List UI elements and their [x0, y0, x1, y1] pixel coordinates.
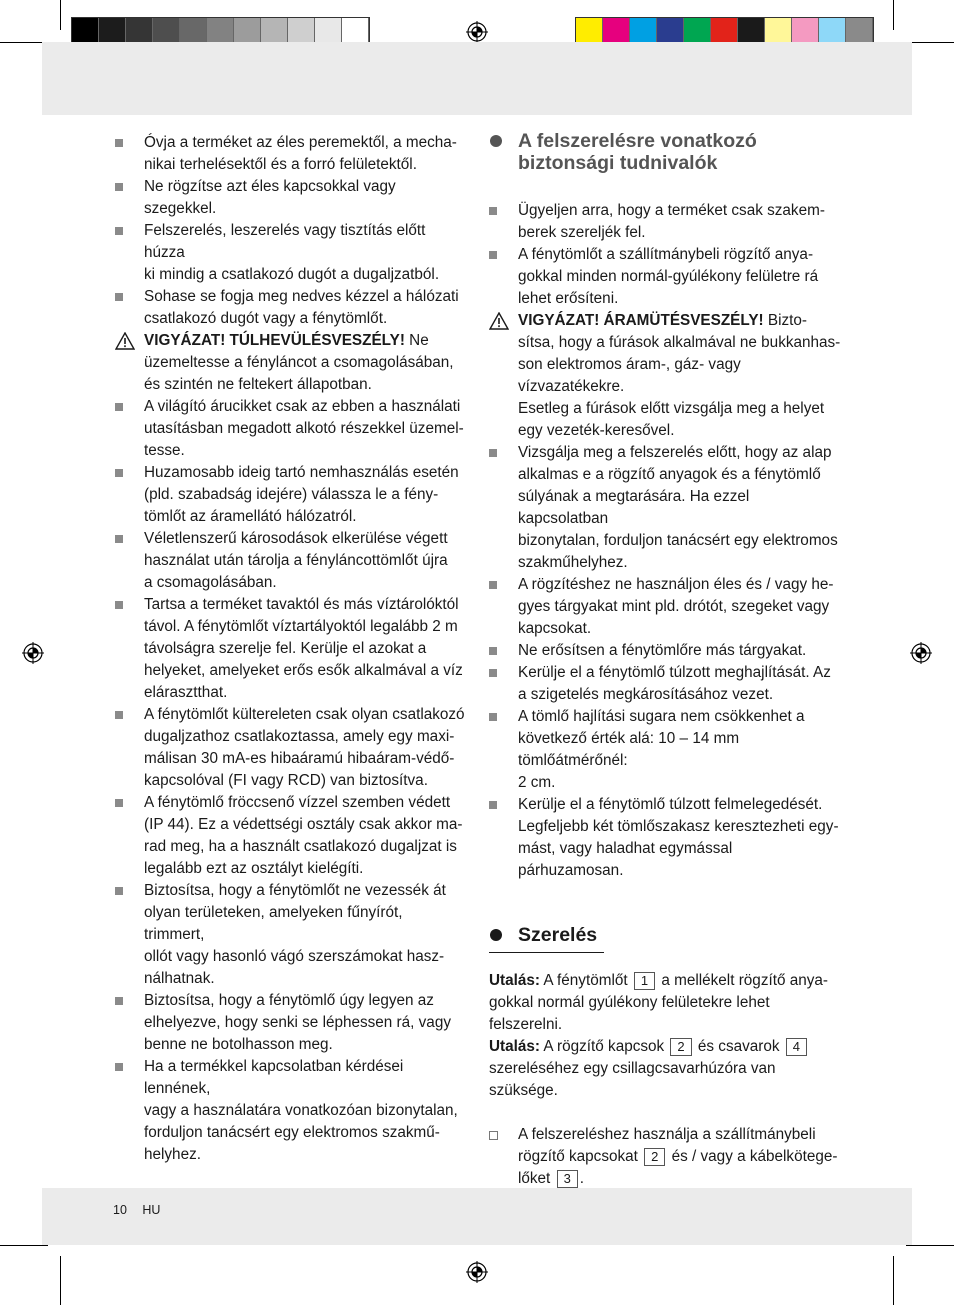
list-item	[115, 286, 467, 330]
list-item	[489, 442, 841, 574]
list-item-text: Vizsgálja meg a felszerelés előtt, hogy az alap alkalmas e a rögzítő anyagok és a fénytömlő súlyának a megtarására. Ha ezzel kapcsolatban bizonytalan, forduljon tanácsért egy elektromos szakműhelyhez.	[518, 444, 838, 571]
bullet-square-icon	[489, 449, 497, 457]
list-item-text: Óvja a terméket az éles peremektől, a mecha- nikai terhelésektől és a forró felületektől.	[144, 134, 457, 173]
list-item	[489, 640, 841, 662]
crop-mark	[60, 0, 61, 30]
crop-mark	[0, 42, 48, 43]
bullet-dot-icon	[490, 135, 502, 147]
part-ref: 4	[786, 1038, 807, 1056]
crop-mark	[906, 1245, 954, 1246]
list-item	[115, 132, 467, 176]
page-number: 10	[113, 1203, 127, 1217]
list-item	[115, 176, 467, 220]
list-item-text: A világító árucikket csak az ebben a használati utasításban megadott alkotó részekkel üzemel- tesse.	[144, 398, 464, 459]
list-item-text: Ne erősítsen a fénytömlőre más tárgyakat.	[518, 642, 807, 659]
warning-triangle-icon	[115, 332, 135, 350]
list-item-text: A tömlő hajlítási sugara nem csökkenhet a következő érték alá: 10 – 14 mm tömlőátmérőnél: 2 cm.	[518, 708, 805, 791]
list-item-text: Felszerelés, leszerelés vagy tisztítás előtt húzza ki mindig a csatlakozó dugót a dugaljzatból.	[144, 222, 440, 283]
bullet-square-icon	[115, 601, 123, 609]
list-item	[115, 220, 467, 286]
bullet-square-icon	[489, 581, 497, 589]
crop-mark	[906, 42, 954, 43]
list-item-text: Bizto- sítsa, hogy a fúrások alkalmával ne bukkanhas- son elektromos áram-, gáz- vagy vízvazatékekre. Esetleg a fúrások előtt vizsgálja meg a helyet egy vezeték-keresővel.	[518, 312, 841, 439]
safety-list	[489, 200, 841, 882]
list-item	[489, 200, 841, 244]
bullet-square-icon	[115, 887, 123, 895]
list-item-text: Ha a termékkel kapcsolatban kérdései lennének, vagy a használatára vonatkozóan bizonytalan, forduljon tanácsért egy elektromos szakmű- helyhez.	[144, 1058, 458, 1163]
warning-item	[115, 330, 467, 396]
bullet-square-icon	[115, 139, 123, 147]
bullet-square-icon	[115, 997, 123, 1005]
part-ref: 2	[670, 1038, 691, 1056]
bullet-square-icon	[489, 713, 497, 721]
registration-mark-icon	[466, 1261, 488, 1283]
list-item-text: A rögzítéshez ne használjon éles és / vagy he- gyes tárgyakat mint pld. drótót, szegeket vagy kapcsokat.	[518, 576, 834, 637]
bullet-square-icon	[489, 647, 497, 655]
part-ref: 2	[644, 1148, 665, 1166]
list-item-text: A fénytömlőt a szállítmánybeli rögzítő anya- gokkal minden normál-gyúlékony felületre rá lehet erősíteni.	[518, 246, 819, 307]
list-item	[115, 792, 467, 880]
language-code: HU	[142, 1203, 161, 1217]
header-band	[42, 42, 912, 115]
list-item-text: A fénytömlő fröccsenő vízzel szemben védett (IP 44). Ez a védettségi osztály csak akkor ma- rad meg, ha a használt csatlakozó dugaljzat is legalább ezt az osztályt kielégíti.	[144, 794, 463, 877]
part-ref: 1	[634, 972, 655, 990]
list-item-text: A fénytömlőt kültereleten csak olyan csatlakozó dugaljzathoz csatlakoztassa, amely egy maxi- málisan 30 mA-es hibaáramú hibaáram-védő- kapcsolóval (FI vagy RCD) van biztosítva.	[144, 706, 465, 789]
warning-label: VIGYÁZAT! ÁRAMÜTÉSVESZÉLY!	[518, 312, 764, 329]
checkbox-square-icon	[489, 1131, 498, 1140]
right-column	[489, 130, 841, 1190]
list-item	[489, 244, 841, 310]
registration-mark-icon	[910, 642, 932, 664]
list-item-text: Biztosítsa, hogy a fénytömlő úgy legyen az elhelyezve, hogy senki se léphessen rá, vagy benne ne botolhasson meg.	[144, 992, 451, 1053]
bullet-square-icon	[115, 535, 123, 543]
list-item-text: Ne üzemeltesse a fényláncot a csomagolásában, és szintén ne feltekert állapotban.	[144, 332, 454, 393]
list-item-text: Véletlenszerű károsodások elkerülése végett használat után tárolja a fényláncottömlőt újra a csomagolásában.	[144, 530, 448, 591]
heading-underline	[489, 952, 604, 953]
bullet-square-icon	[489, 251, 497, 259]
list-item-text: Ügyeljen arra, hogy a terméket csak szakem- berek szereljék fel.	[518, 202, 825, 241]
bullet-square-icon	[489, 207, 497, 215]
bullet-square-icon	[115, 293, 123, 301]
section-heading-assembly: Szerelés	[489, 924, 841, 946]
bullet-square-icon	[489, 801, 497, 809]
list-item-text: Biztosítsa, hogy a fénytömlőt ne vezessék át olyan területeken, amelyeken fűnyírót, trimmert, ollót vagy hasonló vágó szerszámokat hasz- nálhatnak.	[144, 882, 446, 987]
list-item	[115, 528, 467, 594]
bullet-square-icon	[115, 227, 123, 235]
note-2: Utalás: A rögzítő kapcsok 2 és csavarok 4 szereléséhez egy csillagcsavarhúzóra van szüksége.	[489, 1036, 841, 1102]
bullet-square-icon	[115, 799, 123, 807]
list-item	[489, 794, 841, 882]
bullet-square-icon	[115, 469, 123, 477]
crop-mark	[893, 0, 894, 30]
page-footer	[113, 1203, 160, 1217]
list-item	[115, 396, 467, 462]
list-item-text: Tartsa a terméket tavaktól és más víztárolóktól távol. A fénytömlőt víztartályoktól legalább 2 m távolságra szerelje fel. Kerülje el azokat a helyeket, amelyeket erős esők alkalmával a víz elárasztthat.	[144, 596, 463, 701]
list-item	[115, 704, 467, 792]
list-item-text: Kerülje el a fénytömlő túlzott meghajlítását. Az a szigetelés megkárosításához vezet.	[518, 664, 831, 703]
list-item	[115, 880, 467, 990]
part-ref: 3	[557, 1170, 578, 1188]
assembly-step: A felszereléshez használja a szállítmánybeli rögzítő kapcsokat 2 és / vagy a kábelkötege- lőket 3 .	[489, 1124, 841, 1190]
list-item	[115, 990, 467, 1056]
bullet-square-icon	[115, 403, 123, 411]
list-item-text: Sohase se fogja meg nedves kézzel a hálózati csatlakozó dugót vagy a fénytömlőt.	[144, 288, 459, 327]
note-1: Utalás: A fénytömlőt 1 a mellékelt rögzítő anya- gokkal normál gyúlékony felületekre lehet felszerelni.	[489, 972, 828, 1033]
warning-triangle-icon	[489, 312, 509, 330]
bullet-dot-icon	[490, 929, 502, 941]
list-item	[489, 662, 841, 706]
list-item-text: Ne rögzítse azt éles kapcsokkal vagy szegekkel.	[144, 178, 396, 217]
list-item	[115, 594, 467, 704]
warning-item	[489, 310, 841, 442]
left-column	[115, 132, 467, 1166]
list-item	[489, 574, 841, 640]
registration-mark-icon	[22, 642, 44, 664]
bullet-square-icon	[489, 669, 497, 677]
list-item-text: Huzamosabb ideig tartó nemhasználás esetén (pld. szabadság idejére) válassza le a fény- tömlőt az áramellátó hálózatról.	[144, 464, 459, 525]
crop-mark	[0, 1245, 48, 1246]
list-item	[115, 1056, 467, 1166]
list-item	[489, 706, 841, 794]
bullet-square-icon	[115, 711, 123, 719]
section-heading-safety: A felszerelésre vonatkozó biztonsági tudnivalók	[489, 130, 841, 174]
bullet-square-icon	[115, 183, 123, 191]
bullet-square-icon	[115, 1063, 123, 1071]
crop-mark	[60, 1256, 61, 1305]
list-item-text: Kerülje el a fénytömlő túlzott felmelegedését. Legfeljebb két tömlőszakasz keresztezheti egy- mást, vagy haladhat egymással párhuzamosan.	[518, 796, 839, 879]
list-item	[115, 462, 467, 528]
footer-band	[42, 1188, 912, 1245]
warning-label: VIGYÁZAT! TÚLHEVÜLÉSVESZÉLY!	[144, 332, 405, 349]
crop-mark	[893, 1256, 894, 1305]
registration-mark-icon	[466, 21, 488, 43]
